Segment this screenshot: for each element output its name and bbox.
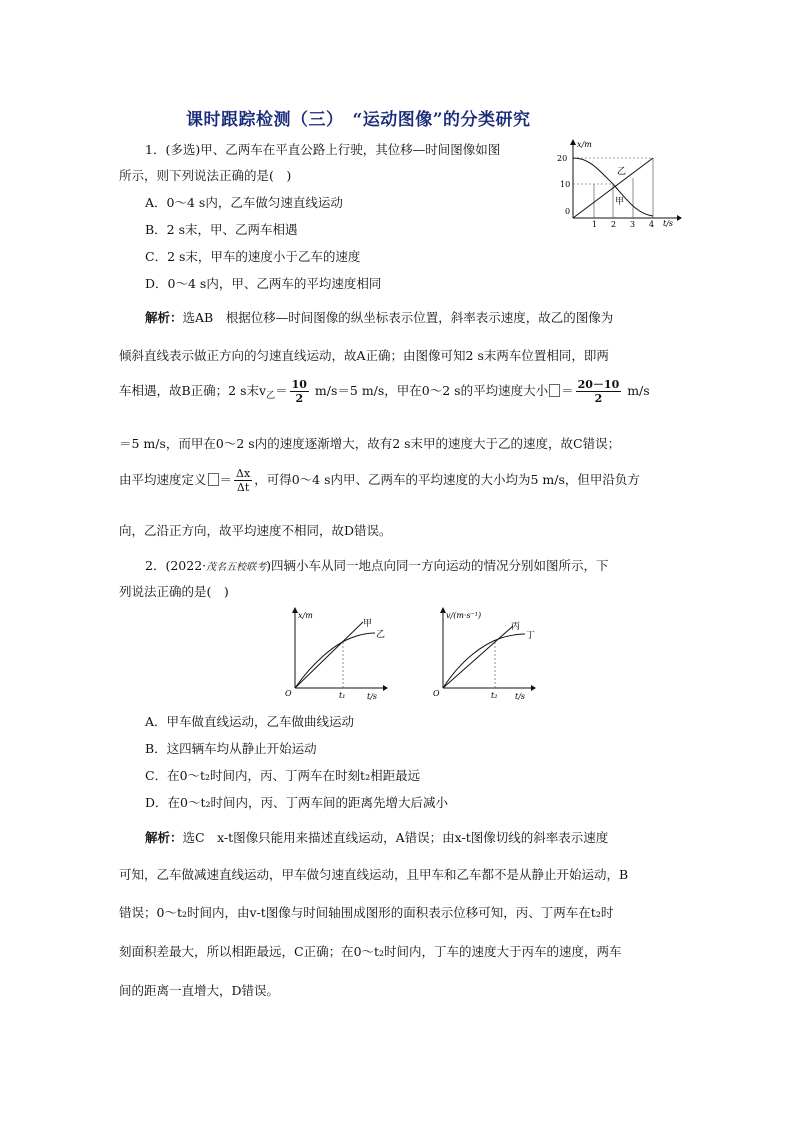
q2-left-label-yi: 乙 — [376, 630, 386, 640]
q2-right-label-ding: 丁 — [526, 631, 536, 641]
q2-left-label-jia: 甲 — [363, 619, 373, 629]
q2-option-a: A．甲车做直线运动，乙车做曲线运动 — [145, 714, 355, 729]
q1-solution-line6: 向，乙沿正方向，故平均速度不相同，故D错误。 — [119, 523, 392, 538]
q1-graph-ytick-0: 0 — [565, 207, 571, 216]
q2-solution-line3: 错误；0～t₂时间内，由v-t图像与时间轴围成图形的面积表示位移可知，丙、丁两车在t₂时 — [119, 905, 614, 920]
q1-fraction-1 — [290, 378, 309, 405]
q1-sol3-a: 车相遇，故B正确；2 s末v — [119, 383, 267, 398]
q1-stem-line2: 所示，则下列说法正确的是( ) — [119, 168, 292, 183]
q1-sol3-e: m/s — [623, 383, 650, 398]
q2-solution-label: 解析： — [145, 830, 183, 845]
q1-sol3-d: ＝ — [561, 383, 574, 398]
q1-solution-line5 — [119, 467, 640, 494]
page-title: 课时跟踪检测（三） “运动图像”的分类研究 — [186, 110, 531, 130]
q1-sol3-b: ＝ — [275, 383, 288, 398]
q1-graph-label-jia: 甲 — [615, 197, 625, 207]
q2-stem-b: )四辆小车从同一地点向同一方向运动的情况分别如图所示，下 — [266, 558, 609, 573]
q1-solution-text1: 选AB 根据位移—时间图像的纵坐标表示位置，斜率表示速度，故乙的图像为 — [182, 310, 614, 325]
q2-left-line-jia — [295, 622, 363, 688]
q2-right-curve-ding — [443, 634, 525, 688]
q2-left-curve-yi — [295, 633, 375, 688]
q2-right-t2: t₂ — [491, 691, 498, 700]
q1-solution-line3 — [119, 378, 650, 405]
q2-right-x-label: t/s — [515, 692, 526, 701]
q1-frac3-num: Δx — [236, 467, 251, 480]
average-velocity-symbol — [549, 384, 560, 397]
q2-right-origin: O — [433, 689, 440, 698]
q2-left-x-label: t/s — [367, 692, 378, 701]
q2-vt-graph — [431, 604, 546, 702]
q2-right-y-label: v/(m·s⁻¹) — [446, 611, 482, 620]
q2-left-t1: t₁ — [339, 691, 346, 700]
q2-stem-line1 — [145, 556, 609, 574]
q1-stem-line1: 1．(多选)甲、乙两车在平直公路上行驶，其位移—时间图像如图 — [145, 142, 501, 157]
q2-option-c: C．在0～t₂时间内，丙、丁两车在时刻t₂相距最远 — [145, 768, 421, 783]
q1-graph-xtick-4: 4 — [649, 220, 655, 228]
q2-stem-a: 2．(2022· — [145, 558, 207, 573]
q2-solution-line4: 刻面积差最大，所以相距最远，C正确；在0～t₂时间内，丁车的速度大于丙车的速度，两车 — [119, 944, 622, 959]
q1-sol3-c: m/s＝5 m/s，甲在0～2 s的平均速度大小 — [310, 383, 549, 398]
q1-solution-line1 — [145, 308, 613, 326]
average-velocity-symbol-2 — [208, 473, 219, 486]
q1-frac2-den: 2 — [594, 392, 603, 405]
q1-graph-xtick-1: 1 — [592, 220, 598, 228]
q2-solution-line1 — [145, 828, 608, 846]
q1-sol3-sub: 乙 — [266, 391, 276, 401]
q2-right-label-bing: 丙 — [511, 622, 521, 632]
q1-option-c: C．2 s末，甲车的速度小于乙车的速度 — [145, 249, 361, 264]
q2-right-line-bing — [443, 626, 513, 688]
q2-option-d: D．在0～t₂时间内，丙、丁两车间的距离先增大后减小 — [145, 795, 449, 810]
q1-sol5-c: ，可得0～4 s内甲、乙两车的平均速度的大小均为5 m/s，但甲沿负方 — [254, 472, 640, 487]
q1-graph-label-yi: 乙 — [617, 167, 627, 177]
q1-graph-ytick-20: 20 — [557, 154, 568, 163]
q1-graph-xtick-3: 3 — [630, 220, 636, 228]
q1-sol5-a: 由平均速度定义 — [119, 472, 207, 487]
q1-option-a: A．0～4 s内，乙车做匀速直线运动 — [145, 195, 343, 210]
q2-stem-line2: 列说法正确的是( ) — [119, 584, 229, 599]
q1-option-b: B．2 s末，甲、乙两车相遇 — [145, 222, 298, 237]
q1-solution-line4: ＝5 m/s，而甲在0～2 s内的速度逐渐增大，故有2 s末甲的速度大于乙的速度，故C错误； — [119, 436, 621, 451]
q1-frac3-den: Δt — [236, 481, 250, 494]
q1-graph-y-label: x/m — [577, 140, 592, 149]
q1-frac2-num: 20－10 — [577, 378, 620, 391]
q2-stem-source: 茂名五校联考 — [206, 562, 267, 573]
q2-solution-text1: 选C x-t图像只能用来描述直线运动，A错误；由x-t图像切线的斜率表示速度 — [182, 830, 609, 845]
q1-frac1-num: 10 — [291, 378, 307, 391]
q2-solution-line5: 间的距离一直增大，D错误。 — [119, 983, 280, 998]
q1-xt-graph — [555, 138, 685, 228]
q2-xt-graph — [283, 604, 398, 702]
q1-solution-label: 解析： — [145, 310, 183, 325]
q1-fraction-2 — [576, 378, 622, 405]
q1-solution-line2: 倾斜直线表示做正方向的匀速直线运动，故A正确；由图像可知2 s末两车位置相同，即两 — [119, 348, 609, 363]
q1-graph-x-label: t/s — [663, 219, 674, 228]
q2-solution-line2: 可知，乙车做减速直线运动，甲车做匀速直线运动，且甲车和乙车都不是从静止开始运动，B — [119, 867, 629, 882]
q1-sol5-b: ＝ — [219, 472, 233, 487]
q1-graph-xtick-2: 2 — [611, 220, 617, 228]
q1-option-d: D．0～4 s内，甲、乙两车的平均速度相同 — [145, 276, 382, 291]
q2-option-b: B．这四辆车均从静止开始运动 — [145, 741, 317, 756]
q1-graph-ytick-10: 10 — [560, 180, 571, 189]
q1-frac1-den: 2 — [295, 392, 304, 405]
q2-left-origin: O — [285, 689, 292, 698]
q1-fraction-3 — [234, 467, 252, 494]
q2-left-y-label: x/m — [298, 611, 313, 620]
